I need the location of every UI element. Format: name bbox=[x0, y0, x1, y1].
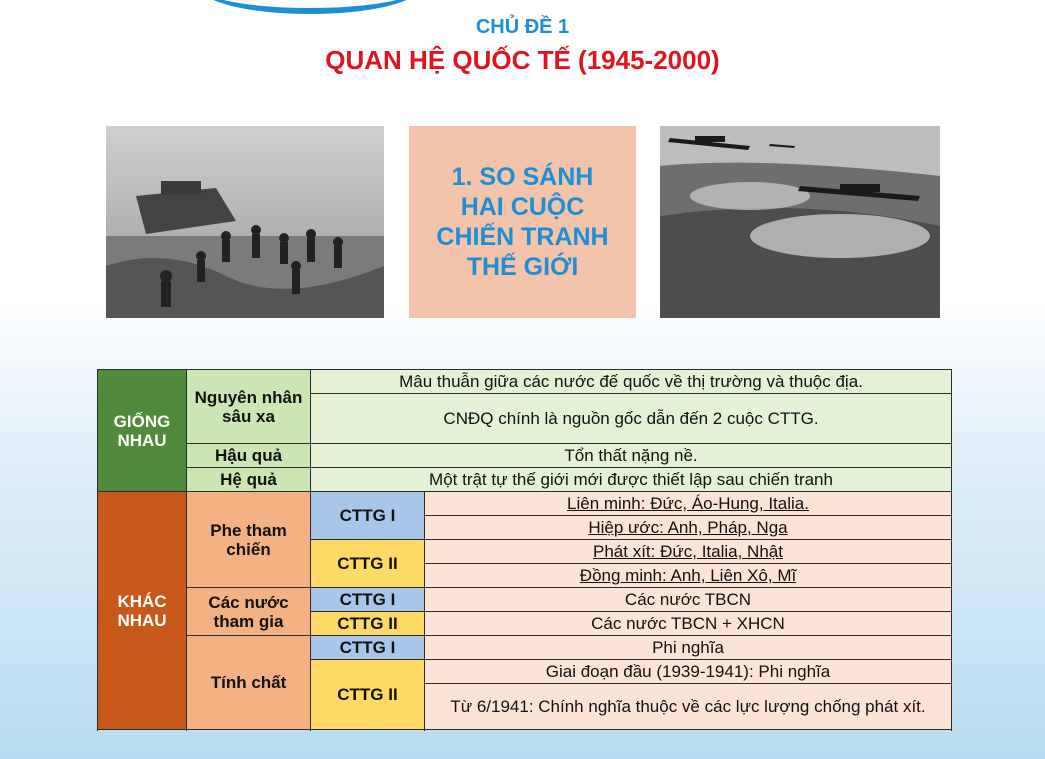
nature-ww1-label: CTTG I bbox=[311, 636, 425, 660]
sides-ww1-text-a: Liên minh: Đức, Áo-Hung, Italia. bbox=[425, 492, 952, 516]
cause-text-2: CNĐQ chính là nguồn gốc dẫn đến 2 cuộc CTTG. bbox=[311, 394, 952, 444]
comparison-table bbox=[97, 369, 952, 730]
participants-ww2-label: CTTG II bbox=[311, 612, 425, 636]
participants-label: Các nước tham gia bbox=[187, 588, 311, 636]
cause-text-1: Mâu thuẫn giữa các nước đế quốc về thị trường và thuộc địa. bbox=[311, 370, 952, 394]
sides-ww2-text-a: Phát xít: Đức, Italia, Nhật bbox=[425, 540, 952, 564]
nature-ww2-text-b: Từ 6/1941: Chính nghĩa thuộc về các lực lượng chống phát xít. bbox=[425, 684, 952, 730]
subject-label: CHỦ ĐỀ 1 bbox=[475, 16, 570, 38]
participants-ww1-label: CTTG I bbox=[311, 588, 425, 612]
ww1-soldiers-photo bbox=[106, 126, 384, 318]
sides-ww1-text-b: Hiệp ước: Anh, Pháp, Nga bbox=[425, 516, 952, 540]
decorative-arc bbox=[200, 0, 420, 14]
sides-ww1-label: CTTG I bbox=[311, 492, 425, 540]
result-label: Hệ quả bbox=[187, 468, 311, 492]
same-label: GIỐNG NHAU bbox=[98, 370, 187, 492]
nature-label: Tính chất bbox=[187, 636, 311, 730]
ww2-bombers-photo bbox=[660, 126, 940, 318]
sides-ww2-label: CTTG II bbox=[311, 540, 425, 588]
participants-ww2-text: Các nước TBCN + XHCN bbox=[425, 612, 952, 636]
consequence-text: Tổn thất nặng nề. bbox=[311, 444, 952, 468]
nature-ww2-label: CTTG II bbox=[311, 660, 425, 730]
nature-ww1-text: Phi nghĩa bbox=[425, 636, 952, 660]
sides-label: Phe tham chiến bbox=[187, 492, 311, 588]
participants-ww1-text: Các nước TBCN bbox=[425, 588, 952, 612]
sides-ww2-text-b: Đồng minh: Anh, Liên Xô, Mĩ bbox=[425, 564, 952, 588]
nature-ww2-text-a: Giai đoạn đầu (1939-1941): Phi nghĩa bbox=[425, 660, 952, 684]
result-text: Một trật tự thế giới mới được thiết lập sau chiến tranh bbox=[311, 468, 952, 492]
consequence-label: Hậu quả bbox=[187, 444, 311, 468]
cause-label: Nguyên nhân sâu xa bbox=[187, 370, 311, 444]
diff-label: KHÁC NHAU bbox=[98, 492, 187, 730]
section-heading-box bbox=[409, 126, 636, 318]
section-heading: 1. SO SÁNH HAI CUỘC CHIẾN TRANH THẾ GIỚI bbox=[436, 163, 609, 281]
page-title: QUAN HỆ QUỐC TẾ (1945-2000) bbox=[325, 45, 720, 75]
